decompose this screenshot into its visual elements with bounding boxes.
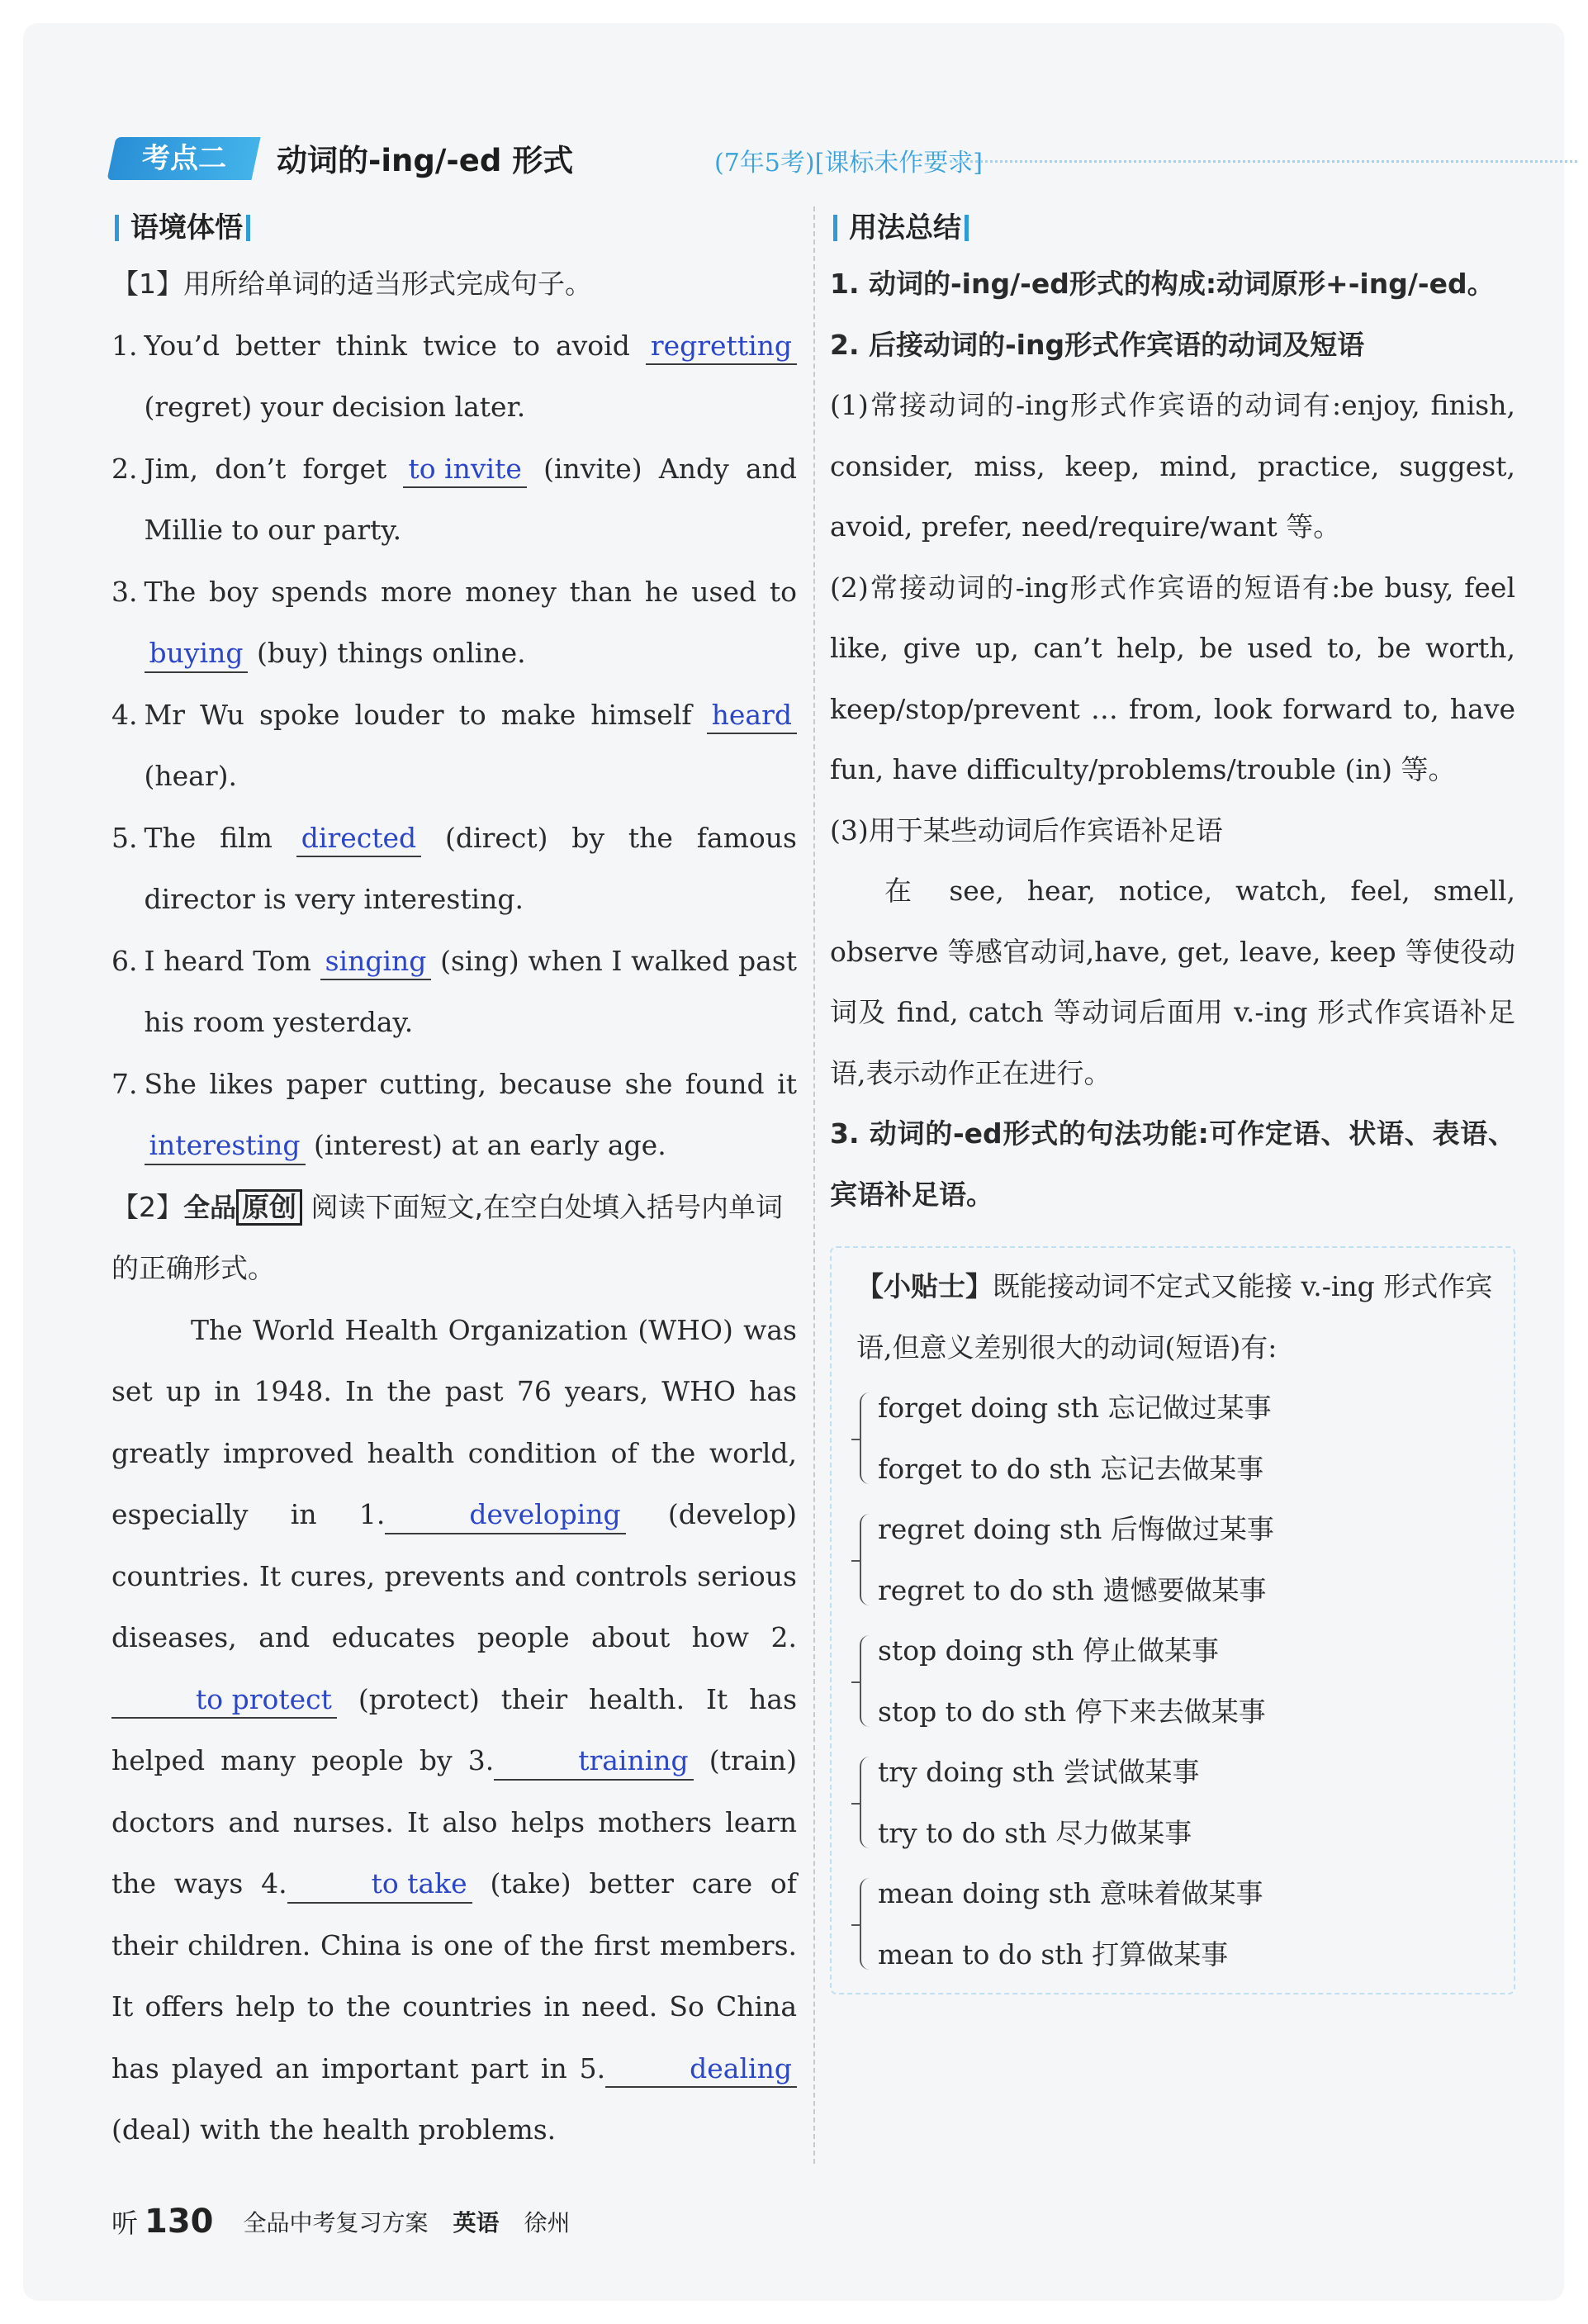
verb-pair-line: mean to do sth 打算做某事 <box>878 1937 1229 1971</box>
section-title-context: 语境体悟 <box>111 202 797 254</box>
item-text-before: Jim, don’t forget <box>144 452 387 485</box>
exercise-item <box>111 315 797 439</box>
verb-pair-line: mean doing sth 意味着做某事 <box>878 1877 1263 1909</box>
item-text-before: You’d better think twice to avoid <box>144 329 630 362</box>
item-body <box>145 315 798 439</box>
exam-frequency-note: (7年5考)[课标未作要求] <box>714 149 983 178</box>
blank-answer-1: developing <box>385 1497 625 1534</box>
item-text-after: (direct) by the famous director is very interesting. <box>144 821 797 915</box>
section-title-usage: 用法总结 <box>830 202 1515 254</box>
bar-icon <box>115 215 119 241</box>
column-divider <box>813 206 815 2164</box>
item-body <box>145 1054 798 1177</box>
usage-point-2: 2. 后接动词的-ing形式作宾语的动词及短语 <box>830 328 1365 361</box>
filled-answer: to invite <box>403 452 526 489</box>
filled-answer: singing <box>320 944 432 981</box>
item-number: 6. <box>111 944 138 977</box>
right-column <box>830 202 1515 1994</box>
tip-box <box>830 1246 1515 1994</box>
verb-pair-line: forget doing sth 忘记做过某事 <box>878 1392 1272 1424</box>
item-number: 3. <box>111 575 138 608</box>
filled-answer: regretting <box>646 329 797 366</box>
item-text-after: (regret) your decision later. <box>144 391 526 423</box>
tip-label: 【小贴士】 <box>856 1270 993 1302</box>
reading-passage: The World Health Organization (WHO) was set up in 1948. In the past 76 years, WHO has greatly improved health condition of the world, especially in 1. developing (develop) countries. It cures, prevents and controls serious diseases, and educates people about how 2.to protect (protect) their health. It has helped many people by 3. training (train) doctors and nurses. It also helps mothers learn the ways 4. to take (take) better care of their children. China is one of the first members. It offers help to the countries in need. So China has played an important part in 5. dealing (deal) with the health problems. <box>111 1313 797 2146</box>
exercise-item <box>111 562 797 685</box>
verb-pair-line: forget to do sth 忘记去做某事 <box>878 1452 1264 1485</box>
item-text-after: (buy) things online. <box>256 637 526 669</box>
filled-answer: interesting <box>145 1128 306 1165</box>
section-header <box>111 132 1515 190</box>
brace-icon <box>860 1878 871 1970</box>
tip-text: 【小贴士】既能接动词不定式又能接 v.-ing 形式作宾语,但意义差别很大的动词(短语)有: <box>856 1270 1493 1364</box>
blank-answer-2: to protect <box>111 1682 337 1719</box>
usage-point-2-3: (3)用于某些动词后作宾语补足语 <box>830 813 1223 847</box>
item-text-after: (interest) at an early age. <box>314 1129 666 1161</box>
page-title: 动词的-ing/-ed 形式 <box>277 143 574 178</box>
usage-point-1: 1. 动词的-ing/-ed形式的构成:动词原形+-ing/-ed。 <box>830 268 1495 300</box>
item-body <box>145 685 798 808</box>
brace-icon <box>860 1757 871 1848</box>
usage-point-2-1: (1)常接动词的-ing形式作宾语的动词有:enjoy, finish, consider, miss, keep, mind, practice, suggest, avoid, prefer, need/require/want 等。 <box>830 389 1515 543</box>
blank-answer-4: to take <box>287 1866 472 1904</box>
item-text-after: (sing) when I walked past his room yesterday. <box>144 944 797 1038</box>
item-text-after: (hear). <box>144 760 237 792</box>
verb-pair-line: regret doing sth 后悔做过某事 <box>878 1513 1274 1545</box>
exercise-item <box>111 685 797 808</box>
region-label: 徐州 <box>524 2209 571 2236</box>
verb-pair <box>856 1863 1494 1985</box>
exercise-list <box>111 315 797 1177</box>
item-text-before: I heard Tom <box>144 944 311 977</box>
usage-point-2-3-detail: 在 see, hear, notice, watch, feel, smell, observe 等感官动词,have, get, leave, keep 等使役动词及 find, catch 等动词后面用 v.-ing 形式作宾语补足语,表示动作正在进行。 <box>830 875 1515 1089</box>
item-body <box>145 562 798 685</box>
exercise-item <box>111 1054 797 1177</box>
header-dotted-line <box>950 160 1577 163</box>
filled-answer: buying <box>145 636 249 673</box>
bar-icon <box>246 215 250 241</box>
verb-pair-line: try doing sth 尝试做某事 <box>878 1756 1200 1788</box>
brace-icon <box>860 1514 871 1605</box>
item-text-after: (invite) Andy and Millie to our party. <box>144 452 797 546</box>
verb-pair-line: regret to do sth 遗憾要做某事 <box>878 1573 1267 1606</box>
item-number: 2. <box>111 452 138 485</box>
filled-answer: heard <box>707 698 797 735</box>
item-number: 4. <box>111 698 138 731</box>
page-footer <box>111 2197 571 2246</box>
page-number: 130 <box>145 2203 214 2241</box>
listen-label: 听 <box>111 2208 139 2239</box>
verb-pair <box>856 1499 1494 1620</box>
topic-tag: 考点二 <box>107 137 260 180</box>
item-text-before: The boy spends more money than he used to <box>144 575 797 608</box>
usage-point-3: 3. 动词的-ed形式的句法功能:可作定语、状语、表语、宾语补足语。 <box>830 1117 1515 1211</box>
exercise-item <box>111 931 797 1054</box>
left-column <box>111 202 797 2161</box>
part1-instruction: 【1】用所给单词的适当形式完成句子。 <box>111 268 592 300</box>
item-text-before: The film <box>144 821 273 854</box>
item-number: 1. <box>111 329 138 362</box>
bar-icon <box>965 215 969 241</box>
exercise-item <box>111 808 797 931</box>
verb-pair <box>856 1378 1494 1499</box>
item-body <box>145 808 798 931</box>
filled-answer: directed <box>296 821 421 858</box>
brace-icon <box>860 1635 871 1727</box>
item-number: 5. <box>111 821 138 854</box>
exercise-item <box>111 439 797 562</box>
verb-pair <box>856 1620 1494 1742</box>
item-text-before: She likes paper cutting, because she found it <box>144 1067 797 1100</box>
verb-pair-list <box>856 1378 1494 1985</box>
verb-pair-line: try to do sth 尽力做某事 <box>878 1816 1192 1849</box>
item-number: 7. <box>111 1067 138 1100</box>
verb-pair-line: stop doing sth 停止做某事 <box>878 1634 1220 1667</box>
verb-pair <box>856 1742 1494 1863</box>
blank-answer-3: training <box>494 1743 693 1781</box>
original-badge: 原创 <box>236 1189 302 1226</box>
book-series: 全品中考复习方案 <box>243 2209 429 2236</box>
item-body <box>145 931 798 1054</box>
blank-answer-5: dealing <box>605 2051 797 2089</box>
part2-instruction: 【2】全品 原创 阅读下面短文,在空白处填入括号内单词的正确形式。 <box>111 1190 784 1284</box>
subject-label: 英语 <box>453 2209 500 2236</box>
verb-pair-line: stop to do sth 停下来去做某事 <box>878 1695 1266 1728</box>
item-body <box>145 439 798 562</box>
brace-icon <box>860 1392 871 1484</box>
item-text-before: Mr Wu spoke louder to make himself <box>144 698 692 731</box>
bar-icon <box>833 215 837 241</box>
usage-point-2-2: (2)常接动词的-ing形式作宾语的短语有:be busy, feel like, give up, can’t help, be used to, be worth, keep/stop/prevent … from, look forward to, have fun, have difficulty/problems/trouble (in) 等。 <box>830 571 1515 785</box>
